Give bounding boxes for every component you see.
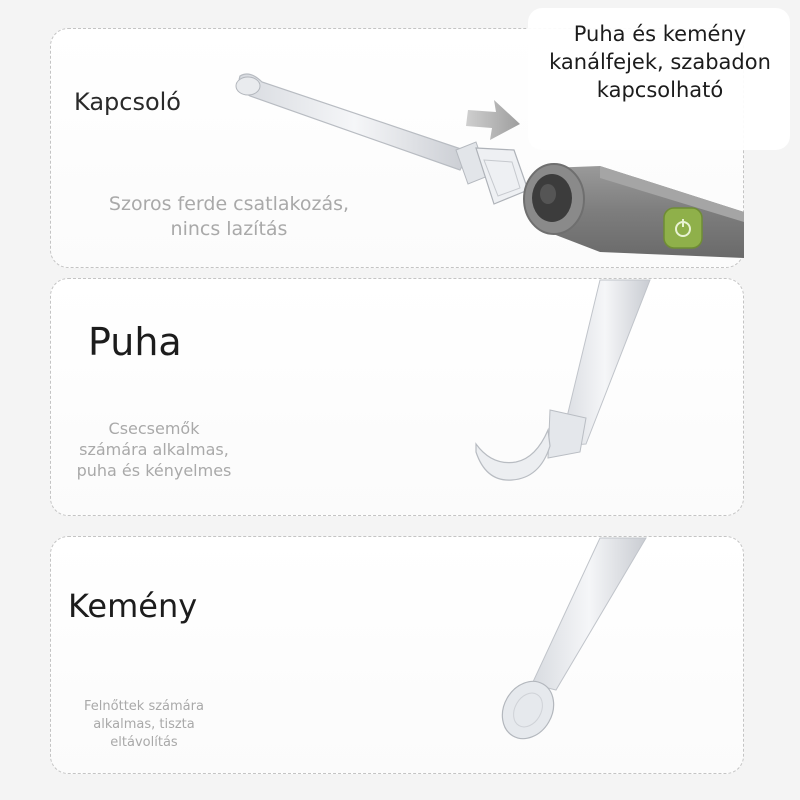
section-subtitle-switch: Szoros ferde csatlakozás, nincs lazítás	[108, 193, 350, 240]
section-title-hard: Kemény	[68, 587, 198, 625]
callout-text: Puha és kemény kanálfejek, szabadon kapcsolható	[549, 22, 771, 102]
section-subtitle-soft: Csecsemők számára alkalmas, puha és kényelmes	[76, 419, 232, 480]
soft-spoon-tip	[476, 280, 650, 480]
device-handle	[524, 164, 744, 258]
power-icon	[664, 208, 702, 248]
section-title-switch: Kapcsoló	[74, 88, 181, 116]
section-subtitle-hard: Felnőttek számára alkalmas, tiszta eltávolítás	[84, 699, 204, 750]
section-title-soft: Puha	[88, 320, 182, 364]
hard-spoon-tip	[492, 538, 646, 748]
arrow-right-icon	[466, 100, 520, 140]
detachable-spoon-head	[236, 74, 528, 204]
